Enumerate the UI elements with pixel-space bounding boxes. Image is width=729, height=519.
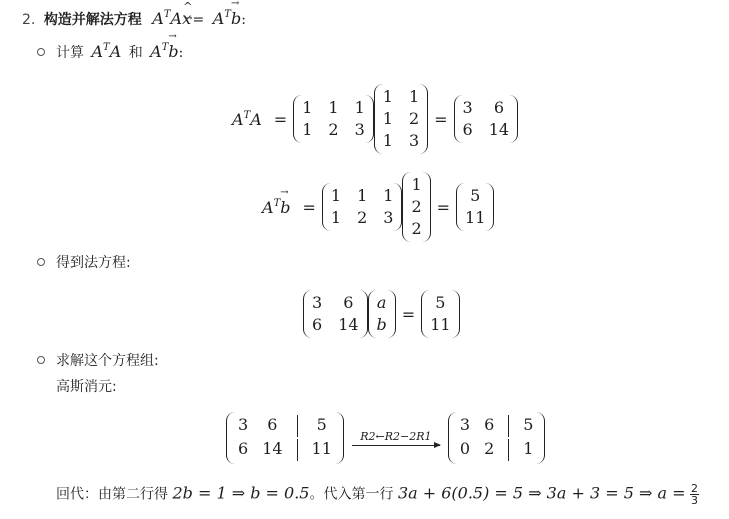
augment-separator — [508, 439, 509, 461]
matrix-entry: 14 — [262, 439, 283, 458]
matrix-normal — [303, 290, 368, 338]
matrix-entry: 5 — [316, 415, 327, 434]
matrix-entry: 11 — [430, 315, 451, 334]
matrix-entry: 3 — [408, 131, 420, 150]
matrix-entry: 11 — [465, 208, 486, 227]
matrix-entry: 2 — [328, 120, 339, 139]
matrix-entry: 3 — [238, 415, 249, 434]
back-substitution — [56, 483, 699, 506]
matrix-entry: 2 — [357, 208, 368, 227]
matrix-entry: 6 — [462, 120, 473, 139]
matrix-entry: 1 — [383, 186, 394, 205]
matrix-entry: a — [376, 293, 387, 312]
augment-separator — [297, 415, 298, 437]
matrix-ata — [454, 95, 519, 143]
augmented-before — [226, 412, 344, 464]
matrix-entry: 14 — [338, 315, 359, 334]
augment-separator — [297, 439, 298, 461]
matrix-entry: 5 — [523, 415, 534, 434]
matrix-entry: 3 — [459, 415, 471, 434]
matrix-entry: 0 — [459, 439, 471, 458]
matrix-entry: b — [376, 315, 387, 334]
matrix-entry: 1 — [382, 87, 393, 106]
matrix-entry: 1 — [330, 186, 342, 205]
step-compute-conj: 和 — [128, 45, 143, 61]
matrix-entry: 1 — [330, 208, 342, 227]
matrix-entry: 1 — [408, 87, 420, 106]
matrix-entry: 3 — [462, 98, 473, 117]
augment-separator — [508, 415, 509, 437]
step-compute-label: 计算 — [56, 45, 84, 61]
step-gauss: 高斯消元: — [56, 379, 117, 395]
back-sub-mid: 。代入第一行 — [309, 486, 394, 503]
matrix-entry: 11 — [311, 439, 332, 458]
matrix-entry: 2 — [411, 197, 422, 216]
matrix-entry: 1 — [382, 109, 393, 128]
augmented-after — [448, 412, 546, 464]
section-number: 2. — [22, 12, 36, 28]
matrix-entry: 6 — [493, 98, 504, 117]
matrix-entry: 1 — [523, 439, 534, 458]
step-compute: 计算 $A^TA$ 和 $A^T\to b$: — [56, 42, 183, 62]
row-operation — [352, 430, 440, 446]
back-sub-eq2: 3a + 6(0.5) = 5 ⇒ 3a + 3 = 5 ⇒ a = — [397, 483, 686, 503]
bullet-icon — [37, 258, 45, 266]
matrix-entry: 6 — [312, 315, 323, 334]
matrix-entry: 1 — [328, 98, 339, 117]
matrix-entry: 2 — [408, 109, 420, 128]
matrix-entry: 3 — [354, 120, 365, 139]
matrix-at — [293, 95, 374, 143]
matrix-entry: 1 — [302, 98, 313, 117]
matrix-entry: 14 — [488, 120, 510, 139]
gauss-elimination — [226, 412, 545, 464]
back-sub-prefix: 回代：由第二行得 — [56, 486, 168, 503]
section-heading: 2. 构造并解法方程 $A^TA\^{}$ $x = A^T\to b$: — [22, 9, 246, 29]
section-title: 构造并解法方程 — [43, 12, 142, 28]
normal-equation: 3 6 6 14 a b = 5 11 — [303, 290, 460, 338]
vector-b — [402, 172, 430, 242]
matrix-entry: 1 — [382, 131, 393, 150]
step-normal-eq: 得到法方程: — [56, 255, 131, 271]
step-solve: 求解这个方程组: — [56, 353, 159, 369]
vector-rhs — [421, 290, 459, 338]
matrix-at-2 — [322, 183, 403, 231]
matrix-entry: 5 — [435, 293, 446, 312]
matrix-entry: 3 — [383, 208, 394, 227]
matrix-entry: 6 — [238, 439, 249, 458]
matrix-a — [374, 84, 428, 154]
matrix-entry: 1 — [411, 175, 422, 194]
matrix-entry: 2 — [411, 219, 422, 238]
matrix-entry: 1 — [357, 186, 368, 205]
matrix-entry: 5 — [470, 186, 481, 205]
vector-ab — [368, 290, 396, 338]
matrix-entry: 2 — [484, 439, 495, 458]
atb-equation: $A^T\to b$ = 1 1 1 1 2 3 1 2 2 = 5 11 — [262, 172, 494, 242]
matrix-entry: 3 — [312, 293, 323, 312]
matrix-entry: 6 — [484, 415, 495, 434]
matrix-entry: 1 — [302, 120, 313, 139]
bullet-icon — [37, 356, 45, 364]
matrix-entry: 6 — [267, 415, 278, 434]
fraction-two-thirds: $\frac{2}{3}$ — [690, 482, 698, 507]
row-operation-label: R2←R2−2R1 — [360, 430, 432, 443]
back-sub-eq1: 2b = 1 ⇒ b = 0.5 — [172, 483, 310, 503]
matrix-entry: 1 — [354, 98, 365, 117]
bullet-icon — [37, 48, 45, 56]
ata-equation: $A^TA$ = 1 1 1 1 2 3 1 1 1 2 1 3 = 3 6 6 14 — [232, 84, 518, 154]
matrix-entry: 6 — [343, 293, 354, 312]
vector-atb — [456, 183, 494, 231]
